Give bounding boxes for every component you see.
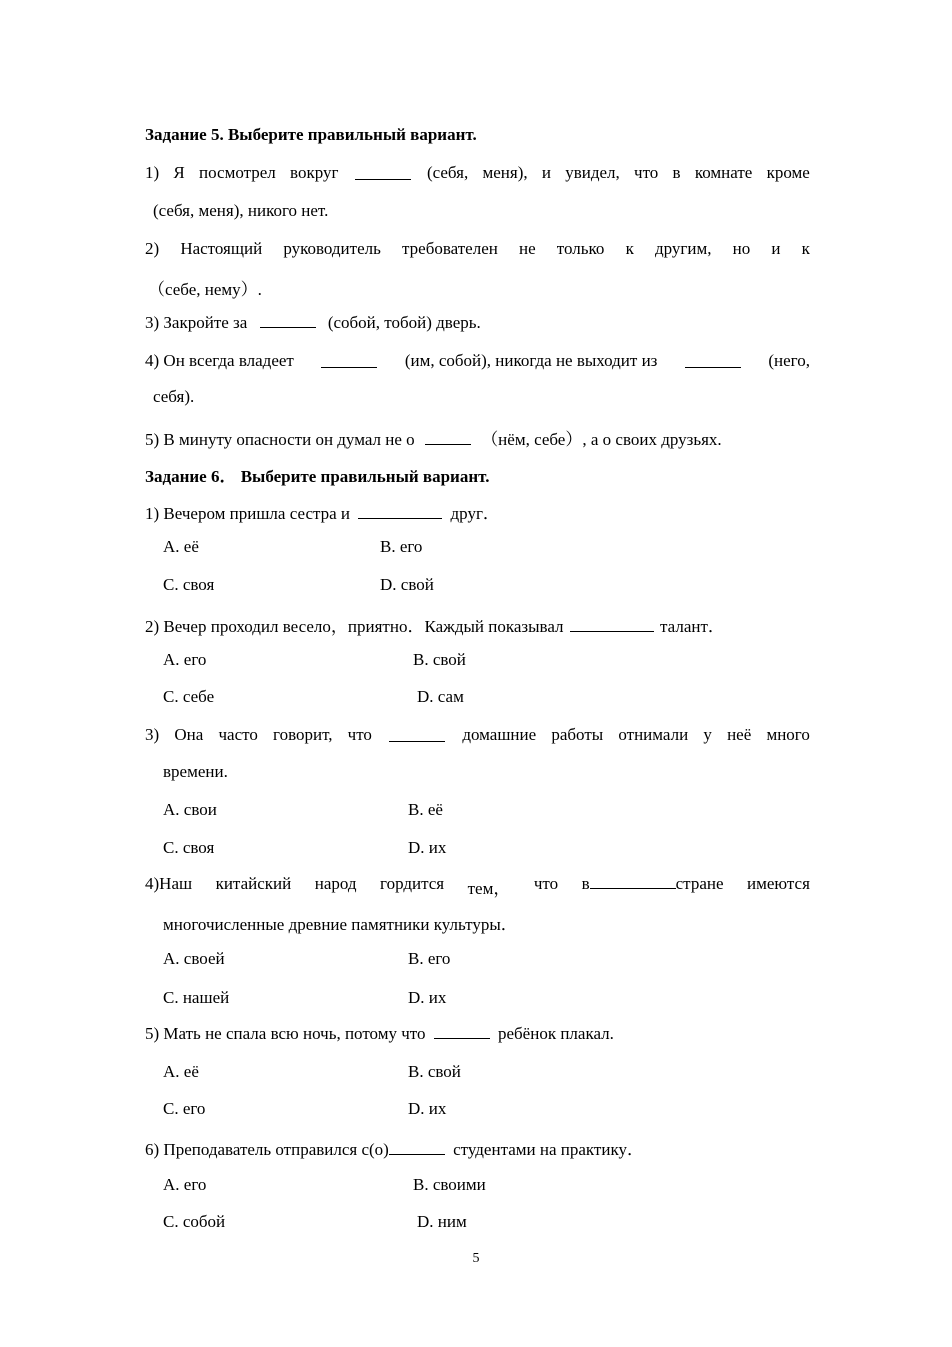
word: тем， [467, 879, 511, 898]
word: Настоящий [180, 239, 263, 258]
word-with-blank [582, 874, 724, 899]
word: руководитель [283, 239, 381, 258]
task6-q6 [145, 1135, 644, 1160]
answer-blank[interactable] [355, 178, 411, 180]
option-d[interactable]: D. их [408, 838, 447, 857]
word: к [625, 239, 634, 258]
word: 3) [145, 725, 160, 744]
word: работы [551, 725, 604, 744]
word: комнате [694, 163, 753, 182]
word: вокруг [290, 163, 339, 182]
word: 1) [145, 163, 160, 182]
question-text: 6) Преподаватель отправился с(о) [145, 1140, 389, 1159]
question-text: (им, собой), никогда не выходит из [404, 351, 658, 370]
question-text: ребёнок плакал. [497, 1024, 614, 1043]
answer-blank[interactable] [358, 517, 442, 519]
question-text: 2) Вечер проходил весело，приятно．Каждый показывал [145, 617, 564, 636]
word: требователен [402, 239, 498, 258]
question-text: (собой, тобой) дверь. [327, 313, 481, 332]
page-number: 5 [472, 1251, 480, 1266]
task5-q2-line2: （себе, нему）. [148, 280, 262, 299]
word: не [519, 239, 536, 258]
question-text: （нём, себе）, а о своих друзьях. [481, 430, 722, 449]
option-c[interactable]: C. собой [163, 1212, 226, 1231]
task5-q5 [145, 425, 722, 450]
word: что [347, 725, 372, 744]
task5-q2-line1 [145, 239, 810, 259]
option-c[interactable]: C. себе [163, 687, 215, 706]
option-a[interactable]: A. его [163, 650, 207, 669]
word: кроме [766, 163, 810, 182]
word: 2) [145, 239, 160, 258]
answer-blank[interactable] [321, 366, 377, 368]
option-d[interactable]: D. ним [417, 1212, 467, 1231]
option-b[interactable]: B. свой [413, 650, 466, 669]
option-b[interactable]: B. его [380, 537, 423, 556]
word: но [732, 239, 751, 258]
task5-q4-line2: себя). [153, 387, 195, 406]
option-a[interactable]: A. своей [163, 949, 225, 968]
word: народ [314, 874, 357, 893]
word: что [634, 163, 659, 182]
word: 4)Наш [145, 874, 193, 893]
option-c[interactable]: C. своя [163, 575, 215, 594]
option-a[interactable]: A. свои [163, 800, 217, 819]
task5-q4-line1 [145, 351, 810, 371]
answer-blank[interactable] [260, 326, 316, 328]
task6-q4-line1 [145, 874, 810, 899]
word: китайский [215, 874, 292, 893]
task6-q4-line2: многочисленные древние памятники культуры． [163, 915, 518, 934]
question-text: 3) Закройте за [145, 313, 248, 332]
word: (себя, [426, 163, 469, 182]
word: гордится [380, 874, 445, 893]
question-text: студентами на практику． [453, 1140, 644, 1159]
answer-blank[interactable] [685, 366, 741, 368]
question-text: друг． [450, 504, 500, 523]
word: неё [727, 725, 752, 744]
word: домашние [462, 725, 537, 744]
word: увидел, [565, 163, 620, 182]
word: в [581, 874, 590, 893]
word: к [801, 239, 810, 258]
answer-blank[interactable] [389, 740, 445, 742]
word: говорит, [273, 725, 333, 744]
answer-blank[interactable] [389, 1153, 445, 1155]
option-b[interactable]: B. её [408, 800, 443, 819]
word: стране [675, 874, 724, 893]
word: имеются [747, 874, 810, 893]
question-text: (него, [768, 351, 810, 370]
word: часто [218, 725, 258, 744]
task6-q1 [145, 499, 500, 524]
word: много [766, 725, 810, 744]
word: в [672, 163, 681, 182]
question-text: 1) Вечером пришла сестра и [145, 504, 351, 523]
word: и [771, 239, 781, 258]
task6-title: Задание 6． Выберите правильный вариант. [145, 467, 490, 486]
answer-blank[interactable] [590, 887, 676, 889]
word: Она [174, 725, 204, 744]
task6-q5 [145, 1024, 614, 1044]
word: отнимали [618, 725, 689, 744]
option-a[interactable]: A. его [163, 1175, 207, 1194]
option-c[interactable]: C. своя [163, 838, 215, 857]
question-text: 5) В минуту опасности он думал не о [145, 430, 415, 449]
word: у [703, 725, 712, 744]
answer-blank[interactable] [570, 630, 654, 632]
option-d[interactable]: D. их [408, 1099, 447, 1118]
task5-title: Задание 5. Выберите правильный вариант. [145, 125, 477, 144]
task5-q3 [145, 313, 481, 333]
question-text: 5) Мать не спала всю ночь, потому что [145, 1024, 426, 1043]
option-b[interactable]: B. свой [408, 1062, 461, 1081]
task6-q3-line1 [145, 725, 810, 745]
word: только [556, 239, 605, 258]
option-c[interactable]: C. его [163, 1099, 206, 1118]
task5-q1-line1 [145, 163, 810, 183]
option-b[interactable]: B. его [408, 949, 451, 968]
option-a[interactable]: A. её [163, 537, 199, 556]
option-a[interactable]: A. её [163, 1062, 199, 1081]
task5-q1-line2: (себя, меня), никого нет. [153, 201, 329, 220]
question-text: 4) Он всегда владеет [145, 351, 294, 370]
option-b[interactable]: B. своими [413, 1175, 486, 1194]
word: меня), [482, 163, 528, 182]
option-c[interactable]: C. нашей [163, 988, 230, 1007]
option-d[interactable]: D. их [408, 988, 447, 1007]
word: Я [173, 163, 185, 182]
option-d[interactable]: D. свой [380, 575, 434, 594]
answer-blank[interactable] [434, 1037, 490, 1039]
option-d[interactable]: D. сам [417, 687, 464, 706]
word: посмотрел [199, 163, 276, 182]
question-text: талант． [660, 617, 725, 636]
answer-blank[interactable] [425, 443, 471, 445]
word: и [541, 163, 551, 182]
task6-q3-line2: времени. [163, 762, 228, 781]
word: что [533, 874, 559, 893]
word: другим, [654, 239, 712, 258]
task6-q2 [145, 612, 725, 637]
